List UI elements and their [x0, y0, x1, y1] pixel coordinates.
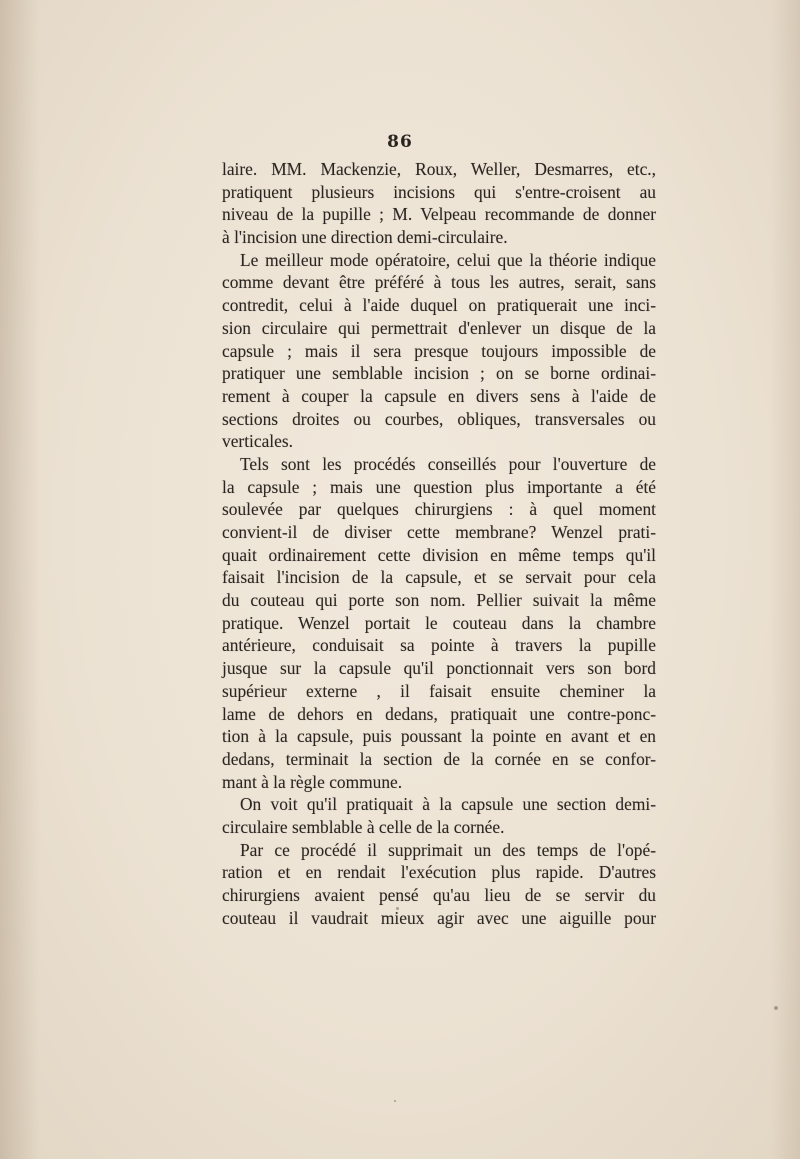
paper-speck: [394, 1100, 396, 1102]
text-line: tion à la capsule, puis poussant la pointe en avant et en: [222, 726, 656, 747]
text-line: capsule ; mais il sera presque toujours impossible de: [222, 340, 656, 361]
text-line: circulaire semblable à celle de la cornée.: [222, 816, 505, 837]
text-line: mant à la règle commune.: [222, 771, 403, 792]
text-line: ration et en rendait l'exécution plus rapide. D'autres: [222, 862, 656, 883]
text-line: pratiquer une semblable incision ; on se borne ordinai-: [222, 363, 656, 384]
paper-speck: [396, 907, 399, 910]
text-line: chirurgiens avaient pensé qu'au lieu de se servir du: [222, 885, 656, 905]
text-line: supérieur externe , il faisait ensuite cheminer la: [222, 680, 656, 701]
text-line: convient-il de diviser cette membrane? Wenzel prati-: [222, 522, 656, 542]
text-line: du couteau qui porte son nom. Pellier suivait la même: [222, 590, 656, 611]
text-line: niveau de la pupille ; M. Velpeau recommande de donner: [222, 204, 656, 225]
text-line: dedans, terminait la section de la cornée en se confor-: [222, 748, 656, 769]
text-line: verticales.: [222, 431, 293, 452]
text-line: à l'incision une direction demi-circulaire.: [222, 227, 508, 248]
text-line: soulevée par quelques chirurgiens : à quel moment: [222, 499, 656, 520]
text-line: On voit qu'il pratiquait à la capsule une section demi-: [240, 794, 656, 815]
text-line: sion circulaire qui permettrait d'enlever un disque de la: [222, 317, 656, 338]
text-line: quait ordinairement cette division en même temps qu'il: [222, 544, 656, 565]
text-line: sections droites ou courbes, obliques, transversales ou: [222, 408, 656, 429]
text-line: pratiquent plusieurs incisions qui s'entre-croisent au: [222, 181, 656, 202]
text-line: pratique. Wenzel portait le couteau dans la chambre: [222, 612, 656, 633]
text-line: faisait l'incision de la capsule, et se servait pour cela: [222, 567, 656, 588]
text-line: rement à couper la capsule en divers sens à l'aide de: [222, 385, 656, 406]
body-text: [222, 158, 656, 929]
text-line: la capsule ; mais une question plus importante a été: [222, 476, 656, 497]
text-line: laire. MM. Mackenzie, Roux, Weller, Desmarres, etc.,: [222, 159, 656, 179]
text-line: contredit, celui à l'aide duquel on pratiquerait une inci-: [222, 295, 656, 316]
text-line: comme devant être préféré à tous les autres, serait, sans: [222, 272, 656, 293]
text-line: lame de dehors en dedans, pratiquait une contre-ponc-: [222, 703, 656, 724]
paper-speck: [774, 1006, 778, 1010]
text-line: Par ce procédé il supprimait un des temps de l'opé-: [240, 839, 656, 860]
text-line: jusque sur la capsule qu'il ponctionnait vers son bord: [222, 658, 656, 679]
text-line: couteau il vaudrait mieux agir avec une aiguille pour: [222, 907, 656, 928]
text-line: antérieure, conduisait sa pointe à travers la pupille: [222, 635, 656, 656]
text-line: Le meilleur mode opératoire, celui que la théorie indique: [240, 249, 656, 270]
text-line: Tels sont les procédés conseillés pour l'ouverture de: [240, 453, 656, 474]
page-number: 86: [387, 132, 413, 152]
